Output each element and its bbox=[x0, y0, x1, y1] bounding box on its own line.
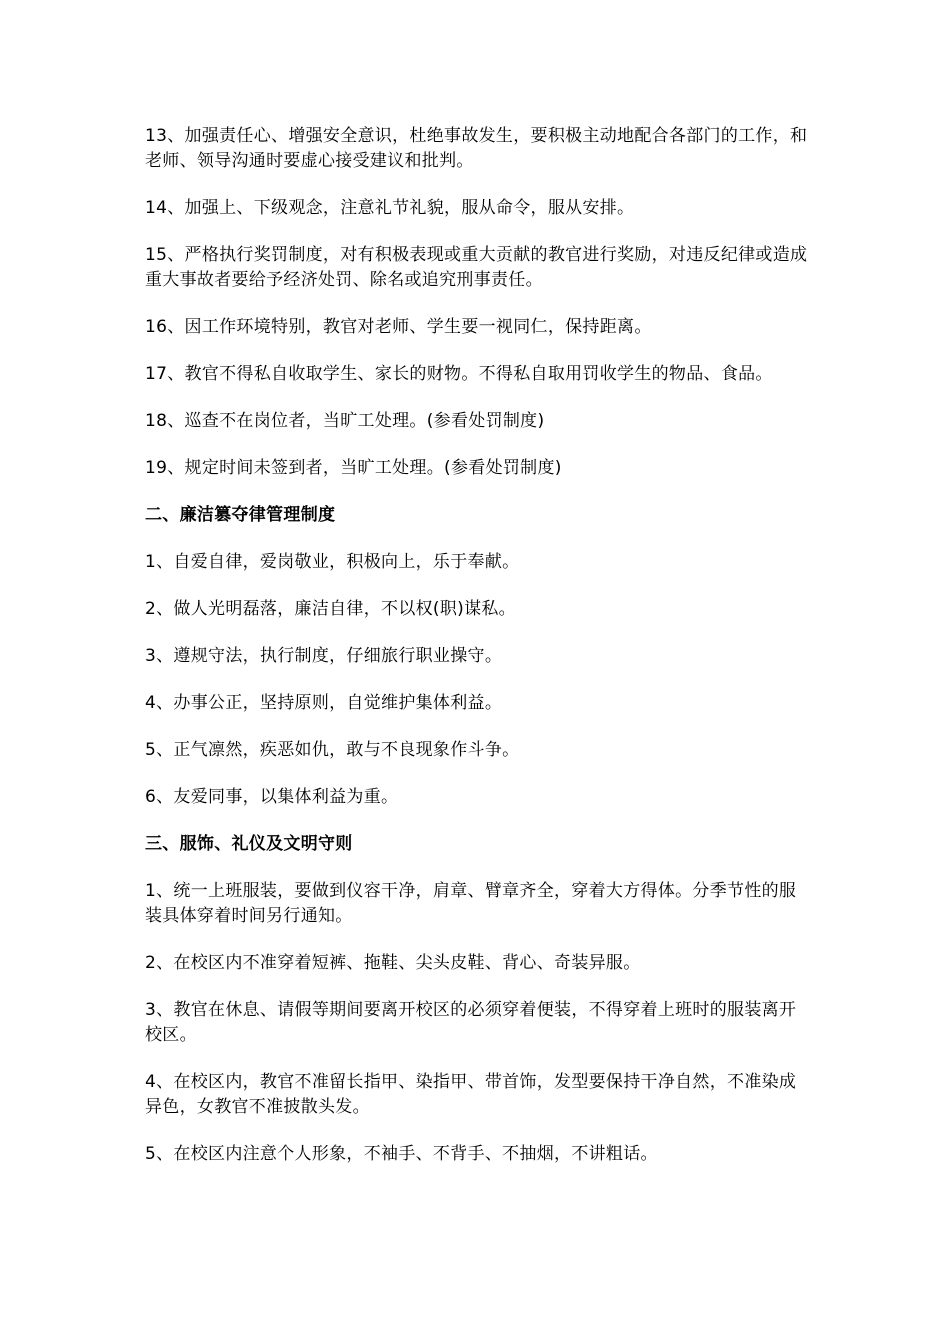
integrity-item-3: 3、遵规守法，执行制度，仔细旅行职业操守。 bbox=[145, 646, 503, 666]
etiquette-item-3: 3、教官在休息、请假等期间要离开校区的必须穿着便装，不得穿着上班时的服装离开校区。 bbox=[145, 1000, 797, 1045]
rule-item-18: 18、巡查不在岗位者，当旷工处理。(参看处罚制度) bbox=[145, 411, 545, 431]
integrity-item-4: 4、办事公正，坚持原则，自觉维护集体利益。 bbox=[145, 693, 503, 713]
rule-item-19: 19、规定时间未签到者，当旷工处理。(参看处罚制度) bbox=[145, 458, 562, 478]
integrity-item-1: 1、自爱自律，爱岗敬业，积极向上，乐于奉献。 bbox=[145, 552, 520, 572]
document-page bbox=[145, 124, 810, 1189]
rule-item-16: 16、因工作环境特别，教官对老师、学生要一视同仁，保持距离。 bbox=[145, 317, 652, 337]
etiquette-item-5: 5、在校区内注意个人形象，不袖手、不背手、不抽烟，不讲粗话。 bbox=[145, 1144, 658, 1164]
section-heading-etiquette: 三、服饰、礼仪及文明守则 bbox=[145, 834, 353, 854]
integrity-item-2: 2、做人光明磊落，廉洁自律，不以权(职)谋私。 bbox=[145, 599, 516, 619]
rule-item-13: 13、加强责任心、增强安全意识，杜绝事故发生，要积极主动地配合各部门的工作，和老师、领导沟通时要虚心接受建议和批判。 bbox=[145, 126, 808, 171]
etiquette-item-2: 2、在校区内不准穿着短裤、拖鞋、尖头皮鞋、背心、奇装异服。 bbox=[145, 953, 641, 973]
rule-item-15: 15、严格执行奖罚制度，对有积极表现或重大贡献的教官进行奖励，对违反纪律或造成重大事故者要给予经济处罚、除名或追究刑事责任。 bbox=[145, 245, 808, 290]
etiquette-item-1: 1、统一上班服装，要做到仪容干净，肩章、臂章齐全，穿着大方得体。分季节性的服装具体穿着时间另行通知。 bbox=[145, 881, 797, 926]
section-heading-integrity: 二、廉洁篡夺律管理制度 bbox=[145, 505, 336, 525]
integrity-item-5: 5、正气凛然，疾恶如仇，敢与不良现象作斗争。 bbox=[145, 740, 520, 760]
etiquette-item-4: 4、在校区内，教官不准留长指甲、染指甲、带首饰，发型要保持干净自然，不准染成异色，女教官不准披散头发。 bbox=[145, 1072, 797, 1117]
rule-item-14: 14、加强上、下级观念，注意礼节礼貌，服从命令，服从安排。 bbox=[145, 198, 635, 218]
rule-item-17: 17、教官不得私自收取学生、家长的财物。不得私自取用罚收学生的物品、食品。 bbox=[145, 364, 773, 384]
integrity-item-6: 6、友爱同事，以集体利益为重。 bbox=[145, 787, 399, 807]
